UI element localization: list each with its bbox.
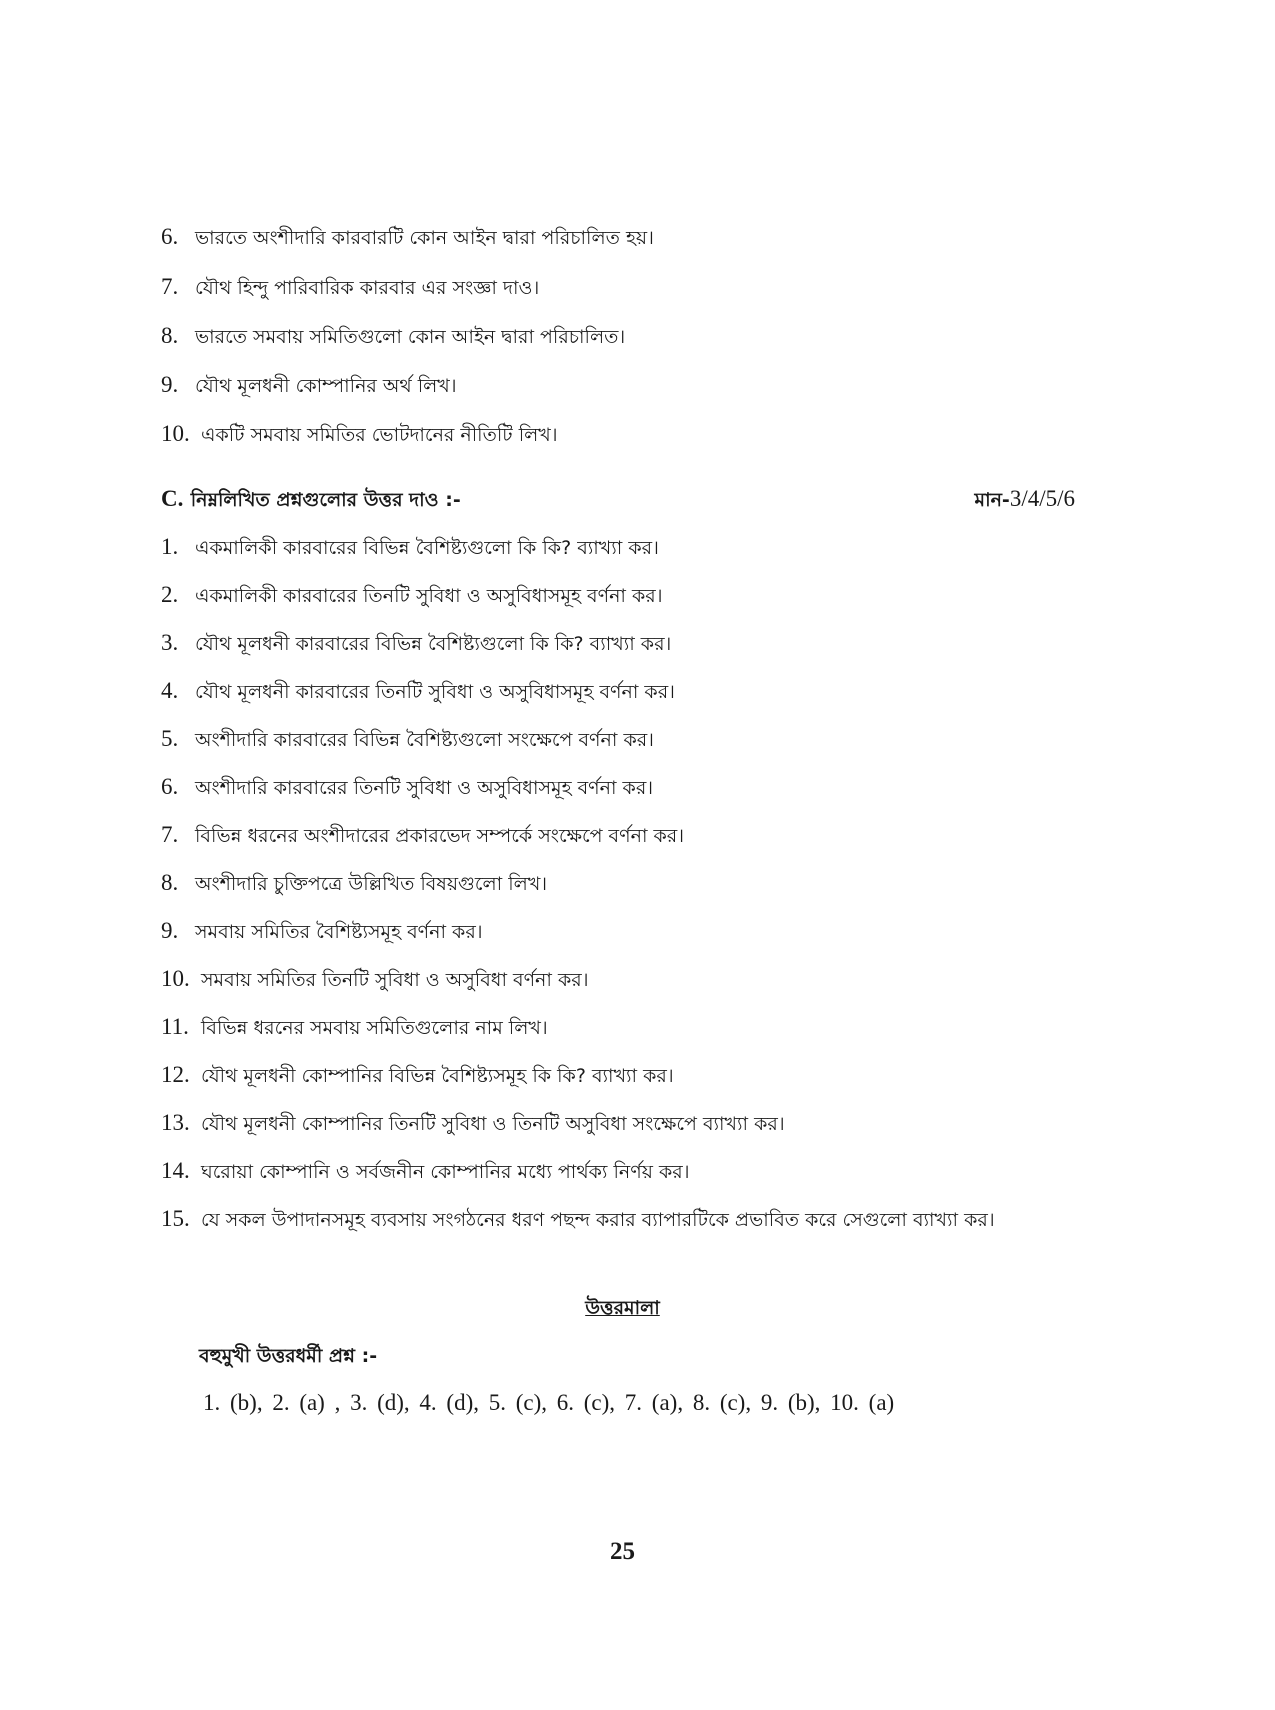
marks-label bbox=[975, 486, 1075, 518]
question-number: 4. bbox=[161, 678, 179, 703]
question-text: একটি সমবায় সমিতির ভোটদানের নীতিটি লিখ। bbox=[201, 424, 558, 446]
question-number: 1. bbox=[161, 534, 179, 559]
question-item bbox=[161, 631, 671, 654]
question-item bbox=[161, 1207, 995, 1230]
question-item bbox=[161, 919, 483, 942]
question-number: 8. bbox=[161, 870, 179, 895]
question-number: 10. bbox=[161, 966, 190, 991]
question-number: 6. bbox=[161, 224, 179, 249]
marks-label-text: মান- bbox=[974, 489, 1010, 511]
question-item bbox=[161, 823, 684, 846]
question-text: যৌথ মূলধনী কোম্পানির অর্থ লিখ। bbox=[195, 375, 457, 397]
question-text: যৌথ মূলধনী কারবারের তিনটি সুবিধা ও অসুবিধাসমূহ বর্ণনা কর। bbox=[195, 681, 675, 703]
question-text: অংশীদারি কারবারের বিভিন্ন বৈশিষ্ট্যগুলো সংক্ষেপে বর্ণনা কর। bbox=[195, 729, 654, 751]
question-number: 11. bbox=[161, 1014, 189, 1039]
question-text: যে সকল উপাদানসমূহ ব্যবসায় সংগঠনের ধরণ পছন্দ করার ব্যাপারটিকে প্রভাবিত করে সেগুলো ব্যাখ্যা কর। bbox=[201, 1209, 995, 1231]
question-text: যৌথ হিন্দু পারিবারিক কারবার এর সংজ্ঞা দাও। bbox=[195, 277, 540, 299]
question-text: বিভিন্ন ধরনের অংশীদারের প্রকারভেদ সম্পর্কে সংক্ষেপে বর্ণনা কর। bbox=[195, 825, 685, 847]
question-number: 14. bbox=[161, 1158, 190, 1183]
marks-value: 3/4/5/6 bbox=[1009, 486, 1075, 511]
question-item bbox=[161, 775, 653, 798]
question-item bbox=[161, 225, 654, 248]
question-number: 8. bbox=[161, 323, 179, 348]
question-item bbox=[161, 727, 654, 750]
question-item bbox=[161, 1159, 690, 1182]
question-item bbox=[161, 422, 558, 445]
question-number: 9. bbox=[161, 372, 179, 397]
question-text: ভারতে সমবায় সমিতিগুলো কোন আইন দ্বারা পরিচালিত। bbox=[195, 326, 626, 348]
question-item bbox=[161, 583, 663, 606]
question-item bbox=[161, 1015, 548, 1038]
question-number: 15. bbox=[161, 1206, 190, 1231]
question-item bbox=[161, 535, 659, 558]
question-item bbox=[161, 1063, 674, 1086]
question-text: একমালিকী কারবারের তিনটি সুবিধা ও অসুবিধাসমূহ বর্ণনা কর। bbox=[195, 585, 663, 607]
question-item bbox=[161, 1111, 785, 1134]
question-number: 3. bbox=[161, 630, 179, 655]
question-number: 5. bbox=[161, 726, 179, 751]
section-heading bbox=[161, 486, 461, 518]
question-text: যৌথ মূলধনী কারবারের বিভিন্ন বৈশিষ্ট্যগুলো কি কি? ব্যাখ্যা কর। bbox=[195, 633, 672, 655]
question-text: সমবায় সমিতির তিনটি সুবিধা ও অসুবিধা বর্ণনা কর। bbox=[201, 969, 589, 991]
section-heading-text: নিম্নলিখিত প্রশ্নগুলোর উত্তর দাও :- bbox=[190, 489, 461, 511]
answer-key-title: উত্তরমালা bbox=[585, 1297, 660, 1319]
question-text: যৌথ মূলধনী কোম্পানির তিনটি সুবিধা ও তিনটি অসুবিধা সংক্ষেপে ব্যাখ্যা কর। bbox=[201, 1113, 785, 1135]
question-number: 7. bbox=[161, 822, 179, 847]
question-item bbox=[161, 967, 589, 990]
question-number: 2. bbox=[161, 582, 179, 607]
question-number: 7. bbox=[161, 274, 179, 299]
question-item bbox=[161, 871, 547, 894]
mcq-heading: বহুমুখী উত্তরধর্মী প্রশ্ন :- bbox=[199, 1345, 378, 1367]
question-text: ঘরোয়া কোম্পানি ও সর্বজনীন কোম্পানির মধ্যে পার্থক্য নির্ণয় কর। bbox=[201, 1161, 690, 1183]
question-number: 10. bbox=[161, 421, 190, 446]
section-letter: C. bbox=[161, 486, 184, 511]
question-text: একমালিকী কারবারের বিভিন্ন বৈশিষ্ট্যগুলো কি কি? ব্যাখ্যা কর। bbox=[195, 537, 659, 559]
page-number: 25 bbox=[610, 1538, 635, 1565]
question-item bbox=[161, 275, 539, 298]
question-text: বিভিন্ন ধরনের সমবায় সমিতিগুলোর নাম লিখ। bbox=[201, 1017, 548, 1039]
question-item bbox=[161, 324, 625, 347]
question-text: ভারতে অংশীদারি কারবারটি কোন আইন দ্বারা পরিচালিত হয়। bbox=[195, 227, 654, 249]
answer-list: 1. (b), 2. (a) , 3. (d), 4. (d), 5. (c), 6. (c), 7. (a), 8. (c), 9. (b), 10. (a) bbox=[203, 1390, 895, 1415]
question-number: 12. bbox=[161, 1062, 190, 1087]
question-item bbox=[161, 373, 457, 396]
question-text: যৌথ মূলধনী কোম্পানির বিভিন্ন বৈশিষ্ট্যসমূহ কি কি? ব্যাখ্যা কর। bbox=[201, 1065, 674, 1087]
question-text: অংশীদারি কারবারের তিনটি সুবিধা ও অসুবিধাসমূহ বর্ণনা কর। bbox=[195, 777, 654, 799]
question-item bbox=[161, 679, 675, 702]
question-number: 9. bbox=[161, 918, 179, 943]
question-text: সমবায় সমিতির বৈশিষ্ট্যসমূহ বর্ণনা কর। bbox=[195, 921, 483, 943]
question-text: অংশীদারি চুক্তিপত্রে উল্লিখিত বিষয়গুলো লিখ। bbox=[195, 873, 548, 895]
question-number: 6. bbox=[161, 774, 179, 799]
question-number: 13. bbox=[161, 1110, 190, 1135]
